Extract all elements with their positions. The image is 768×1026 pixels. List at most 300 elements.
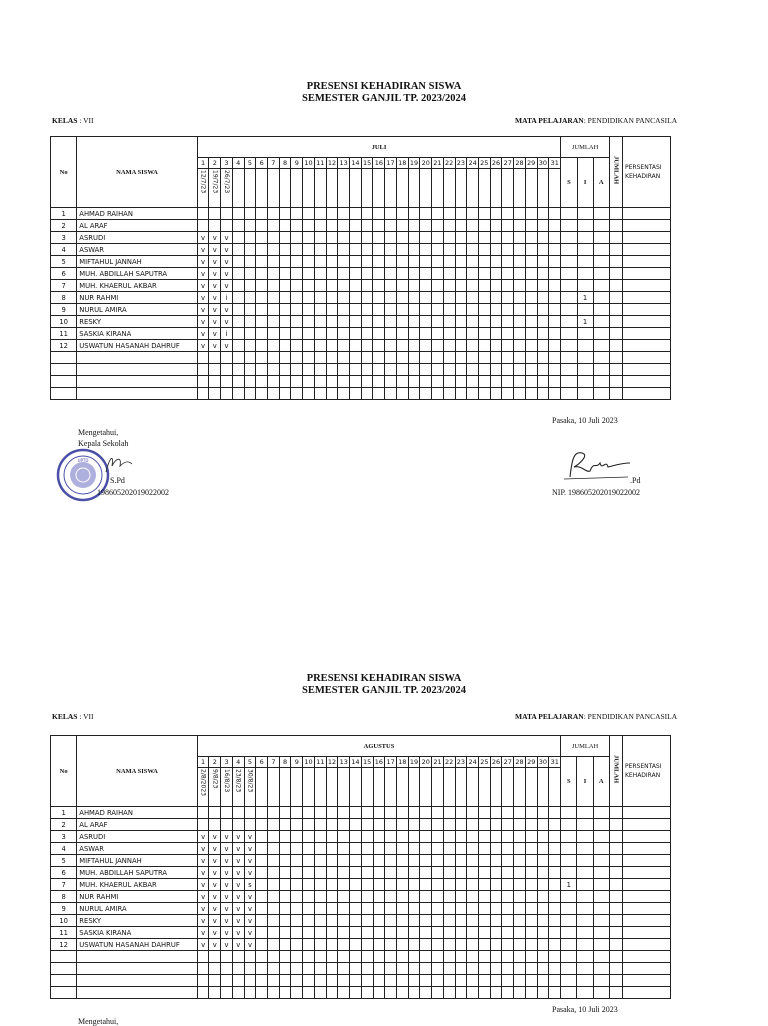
empty-cell xyxy=(408,388,420,400)
empty-cell xyxy=(279,939,291,951)
attendance-mark: v xyxy=(221,867,233,879)
empty-cell xyxy=(396,963,408,975)
empty-cell xyxy=(209,975,221,987)
empty-cell xyxy=(326,220,338,232)
empty-cell xyxy=(478,268,490,280)
student-name: NUR RAHMI xyxy=(77,292,197,304)
empty-cell xyxy=(537,903,549,915)
empty-cell xyxy=(385,244,397,256)
sia-count xyxy=(577,867,593,879)
empty-cell xyxy=(443,831,455,843)
empty-cell xyxy=(314,316,326,328)
table-row xyxy=(51,843,671,855)
empty-cell xyxy=(279,975,291,987)
attendance-mark: v xyxy=(209,256,221,268)
sia-count: 1 xyxy=(577,292,593,304)
empty-cell xyxy=(232,388,244,400)
kepala-sekolah-text: Kepala Sekolah xyxy=(78,439,129,448)
empty-cell xyxy=(303,951,315,963)
empty-cell xyxy=(256,939,268,951)
empty-cell xyxy=(408,340,420,352)
empty-cell xyxy=(314,975,326,987)
empty-cell xyxy=(279,831,291,843)
empty-date-cell xyxy=(396,768,408,807)
empty-cell xyxy=(244,292,256,304)
empty-cell xyxy=(385,280,397,292)
empty-cell xyxy=(396,915,408,927)
empty-cell xyxy=(537,807,549,819)
jumlah-cell xyxy=(609,987,622,999)
empty-cell xyxy=(420,855,432,867)
empty-cell xyxy=(525,891,537,903)
empty-cell xyxy=(197,819,209,831)
empty-cell xyxy=(256,244,268,256)
empty-cell xyxy=(221,975,233,987)
empty-cell xyxy=(373,867,385,879)
attendance-mark: v xyxy=(197,867,209,879)
empty-cell xyxy=(467,388,479,400)
day-number: 31 xyxy=(550,159,559,167)
empty-cell xyxy=(443,256,455,268)
empty-cell xyxy=(478,855,490,867)
empty-cell xyxy=(432,963,444,975)
empty-cell xyxy=(432,831,444,843)
empty-cell xyxy=(232,244,244,256)
empty-cell xyxy=(455,292,467,304)
empty-cell xyxy=(420,891,432,903)
empty-cell xyxy=(350,220,362,232)
empty-cell xyxy=(525,987,537,999)
empty-cell xyxy=(303,256,315,268)
empty-cell xyxy=(303,843,315,855)
empty-cell xyxy=(455,951,467,963)
empty-cell xyxy=(385,843,397,855)
empty-cell xyxy=(467,220,479,232)
persentasi-cell xyxy=(623,364,671,376)
empty-cell xyxy=(502,927,514,939)
head-signature-icon xyxy=(102,452,134,476)
table-row xyxy=(51,963,671,975)
student-name: MUH. ABDILLAH SAPUTRA xyxy=(77,268,197,280)
empty-cell xyxy=(467,891,479,903)
sia-count xyxy=(593,292,609,304)
empty-cell xyxy=(396,208,408,220)
persentasi-cell xyxy=(622,879,670,891)
empty-cell xyxy=(537,927,549,939)
empty-cell xyxy=(291,376,303,388)
empty-cell xyxy=(279,244,291,256)
empty-cell xyxy=(420,819,432,831)
empty-cell xyxy=(593,388,609,400)
empty-cell xyxy=(350,244,362,256)
persentasi-cell xyxy=(623,220,671,232)
jumlah-cell xyxy=(609,304,622,316)
empty-cell xyxy=(408,807,420,819)
empty-cell xyxy=(549,328,561,340)
empty-cell xyxy=(577,364,593,376)
empty-cell xyxy=(350,891,362,903)
attendance-mark: v xyxy=(232,855,244,867)
empty-cell xyxy=(537,304,549,316)
empty-cell xyxy=(432,879,444,891)
empty-cell xyxy=(232,987,244,999)
empty-cell xyxy=(408,939,420,951)
attendance-mark: v xyxy=(197,915,209,927)
empty-cell xyxy=(303,963,315,975)
empty-date-cell xyxy=(385,169,397,208)
sia-count xyxy=(577,280,593,292)
sia-count xyxy=(561,340,577,352)
empty-cell xyxy=(490,328,502,340)
empty-cell xyxy=(396,939,408,951)
empty-cell xyxy=(373,807,385,819)
attendance-mark: v xyxy=(209,891,221,903)
sia-count xyxy=(593,879,609,891)
persentasi-cell xyxy=(623,244,671,256)
empty-cell xyxy=(396,975,408,987)
jumlah-vertical-header: JUMLAH xyxy=(609,137,622,208)
page-subtitle-2: SEMESTER GANJIL TP. 2023/2024 xyxy=(302,685,466,696)
day-number: 31 xyxy=(550,758,559,766)
empty-cell xyxy=(338,915,350,927)
empty-cell xyxy=(361,807,373,819)
empty-cell xyxy=(537,316,549,328)
jumlah-cell xyxy=(609,256,622,268)
empty-cell xyxy=(549,963,561,975)
empty-cell xyxy=(502,304,514,316)
page-title-2: PRESENSI KEHADIRAN SISWA xyxy=(306,673,462,684)
day-number: 26 xyxy=(491,159,501,167)
day-number: 19 xyxy=(409,758,419,766)
empty-cell xyxy=(279,220,291,232)
empty-cell xyxy=(432,256,444,268)
empty-cell xyxy=(232,807,244,819)
empty-cell xyxy=(561,376,577,388)
empty-date-cell xyxy=(514,169,526,208)
empty-cell xyxy=(385,208,397,220)
student-name: SASKIA KIRANA xyxy=(77,328,197,340)
persentasi-cell xyxy=(622,987,670,999)
day-number: 2 xyxy=(209,757,221,768)
empty-cell xyxy=(490,843,502,855)
empty-cell xyxy=(514,975,526,987)
attendance-mark: v xyxy=(221,831,233,843)
empty-cell xyxy=(502,316,514,328)
empty-cell xyxy=(455,891,467,903)
empty-cell xyxy=(420,915,432,927)
empty-cell xyxy=(361,819,373,831)
attendance-mark: v xyxy=(209,915,221,927)
empty-cell xyxy=(314,903,326,915)
empty-cell xyxy=(478,819,490,831)
attendance-mark: v xyxy=(209,903,221,915)
empty-cell xyxy=(326,807,338,819)
attendance-mark: v xyxy=(232,891,244,903)
attendance-mark: v xyxy=(232,939,244,951)
empty-cell xyxy=(593,987,609,999)
mengetahui-text-2: Mengetahui, xyxy=(78,1017,119,1026)
empty-cell xyxy=(361,292,373,304)
empty-cell xyxy=(455,256,467,268)
empty-cell xyxy=(502,208,514,220)
empty-cell xyxy=(361,376,373,388)
col-header-no: No xyxy=(51,736,77,807)
col-header-i: I xyxy=(577,158,593,208)
empty-cell xyxy=(361,927,373,939)
empty-cell xyxy=(373,268,385,280)
empty-cell xyxy=(490,388,502,400)
sia-count xyxy=(561,208,577,220)
empty-cell xyxy=(443,328,455,340)
empty-cell xyxy=(467,376,479,388)
sia-count xyxy=(593,328,609,340)
day-number: 20 xyxy=(421,758,430,766)
meeting-date: 30/8/23 xyxy=(244,768,256,807)
empty-cell xyxy=(490,268,502,280)
row-number: 9 xyxy=(51,903,77,915)
student-name: NURUL AMIRA xyxy=(77,903,197,915)
empty-cell xyxy=(326,244,338,256)
empty-cell xyxy=(490,244,502,256)
empty-cell xyxy=(478,220,490,232)
empty-cell xyxy=(338,807,350,819)
sia-count xyxy=(577,939,593,951)
persentasi-cell xyxy=(623,232,671,244)
empty-cell xyxy=(291,903,303,915)
empty-cell xyxy=(490,951,502,963)
jumlah-cell xyxy=(609,280,622,292)
attendance-mark: v xyxy=(209,831,221,843)
empty-cell xyxy=(385,364,397,376)
empty-cell xyxy=(467,903,479,915)
empty-date-cell xyxy=(326,768,338,807)
empty-cell xyxy=(373,903,385,915)
empty-cell xyxy=(77,975,197,987)
sia-count xyxy=(577,268,593,280)
empty-cell xyxy=(256,328,268,340)
empty-cell xyxy=(478,975,490,987)
empty-cell xyxy=(455,963,467,975)
table-row xyxy=(51,244,671,256)
empty-cell xyxy=(326,927,338,939)
empty-cell xyxy=(443,316,455,328)
empty-cell xyxy=(232,352,244,364)
empty-cell xyxy=(502,376,514,388)
empty-cell xyxy=(420,256,432,268)
empty-cell xyxy=(408,256,420,268)
empty-cell xyxy=(396,340,408,352)
day-number: 6 xyxy=(256,158,268,169)
empty-cell xyxy=(373,220,385,232)
empty-date-cell xyxy=(314,169,326,208)
empty-cell xyxy=(361,963,373,975)
empty-cell xyxy=(432,915,444,927)
empty-cell xyxy=(303,280,315,292)
jumlah-header: JUMLAH xyxy=(561,736,610,757)
empty-cell xyxy=(537,340,549,352)
empty-cell xyxy=(420,268,432,280)
empty-cell xyxy=(256,220,268,232)
empty-cell xyxy=(244,388,256,400)
empty-cell xyxy=(244,232,256,244)
empty-cell xyxy=(268,963,280,975)
empty-cell xyxy=(338,879,350,891)
empty-cell xyxy=(478,951,490,963)
empty-cell xyxy=(51,975,77,987)
empty-cell xyxy=(256,376,268,388)
empty-cell xyxy=(432,975,444,987)
empty-cell xyxy=(350,232,362,244)
persentasi-cell xyxy=(622,807,670,819)
student-name: MUH. KHAERUL AKBAR xyxy=(77,879,197,891)
empty-cell xyxy=(549,244,561,256)
student-name: ASRUDI xyxy=(77,831,197,843)
persentasi-cell xyxy=(622,831,670,843)
attendance-mark: v xyxy=(221,232,233,244)
empty-cell xyxy=(549,364,561,376)
persentasi-cell xyxy=(622,915,670,927)
empty-cell xyxy=(77,352,197,364)
empty-cell xyxy=(350,855,362,867)
student-name: SASKIA KIRANA xyxy=(77,927,197,939)
day-number: 4 xyxy=(232,757,244,768)
empty-cell xyxy=(279,304,291,316)
sia-count xyxy=(577,891,593,903)
jumlah-cell xyxy=(609,232,622,244)
row-number: 12 xyxy=(51,340,77,352)
sia-count xyxy=(577,843,593,855)
empty-cell xyxy=(549,891,561,903)
sia-count xyxy=(561,855,577,867)
empty-cell xyxy=(502,364,514,376)
empty-date-cell xyxy=(549,768,561,807)
empty-cell xyxy=(221,364,233,376)
empty-cell xyxy=(268,987,280,999)
empty-cell xyxy=(502,388,514,400)
mapel-label: MATA PELAJARAN xyxy=(515,712,584,721)
empty-cell xyxy=(314,987,326,999)
jumlah-cell xyxy=(609,268,622,280)
empty-cell xyxy=(256,388,268,400)
empty-cell xyxy=(256,208,268,220)
empty-cell xyxy=(303,292,315,304)
empty-cell xyxy=(478,364,490,376)
empty-cell xyxy=(467,831,479,843)
empty-cell xyxy=(268,340,280,352)
empty-cell xyxy=(455,388,467,400)
empty-cell xyxy=(396,987,408,999)
jumlah-cell xyxy=(609,819,622,831)
empty-cell xyxy=(291,951,303,963)
empty-cell xyxy=(303,328,315,340)
empty-cell xyxy=(467,867,479,879)
persentasi-cell xyxy=(622,891,670,903)
empty-cell xyxy=(443,915,455,927)
empty-cell xyxy=(51,987,77,999)
persentasi-cell xyxy=(622,975,670,987)
day-number: 3 xyxy=(221,158,233,169)
empty-cell xyxy=(256,903,268,915)
empty-cell xyxy=(350,304,362,316)
table-row xyxy=(51,376,671,388)
empty-cell xyxy=(326,316,338,328)
empty-cell xyxy=(314,376,326,388)
empty-cell xyxy=(291,364,303,376)
empty-cell xyxy=(256,915,268,927)
head-name-suffix: S.Pd xyxy=(110,476,125,485)
empty-cell xyxy=(420,340,432,352)
empty-cell xyxy=(244,376,256,388)
empty-cell xyxy=(373,232,385,244)
empty-cell xyxy=(514,843,526,855)
empty-cell xyxy=(279,316,291,328)
empty-cell xyxy=(326,328,338,340)
meeting-date: 9/8/23 xyxy=(209,768,221,807)
jumlah-cell xyxy=(609,903,622,915)
empty-cell xyxy=(373,292,385,304)
empty-cell xyxy=(514,268,526,280)
empty-cell xyxy=(525,220,537,232)
attendance-mark: v xyxy=(232,843,244,855)
empty-cell xyxy=(350,951,362,963)
mapel-label-row-2 xyxy=(515,712,677,721)
empty-date-cell xyxy=(525,768,537,807)
sia-count xyxy=(577,256,593,268)
empty-cell xyxy=(396,843,408,855)
empty-cell xyxy=(525,244,537,256)
day-number: 28 xyxy=(515,159,524,167)
empty-cell xyxy=(385,268,397,280)
student-name: ASWAR xyxy=(77,843,197,855)
empty-cell xyxy=(373,843,385,855)
kelas-label-row-2 xyxy=(52,712,94,721)
empty-cell xyxy=(361,975,373,987)
empty-cell xyxy=(314,891,326,903)
empty-cell xyxy=(432,939,444,951)
empty-cell xyxy=(549,807,561,819)
empty-cell xyxy=(373,304,385,316)
empty-cell xyxy=(443,304,455,316)
empty-cell xyxy=(291,939,303,951)
empty-cell xyxy=(396,352,408,364)
day-number: 26 xyxy=(491,758,501,766)
empty-cell xyxy=(268,316,280,328)
empty-cell xyxy=(314,256,326,268)
empty-cell xyxy=(350,927,362,939)
meeting-date: 2/8/2023 xyxy=(197,768,209,807)
empty-cell xyxy=(396,807,408,819)
attendance-mark: v xyxy=(221,280,233,292)
jumlah-cell xyxy=(609,963,622,975)
empty-cell xyxy=(420,232,432,244)
empty-cell xyxy=(373,939,385,951)
empty-cell xyxy=(291,304,303,316)
empty-cell xyxy=(490,232,502,244)
empty-cell xyxy=(455,328,467,340)
empty-cell xyxy=(490,364,502,376)
table-row xyxy=(51,915,671,927)
empty-cell xyxy=(314,340,326,352)
empty-cell xyxy=(455,208,467,220)
empty-cell xyxy=(537,232,549,244)
empty-date-cell xyxy=(361,768,373,807)
attendance-mark: v xyxy=(209,855,221,867)
empty-cell xyxy=(314,304,326,316)
empty-cell xyxy=(373,340,385,352)
seal-text: UPTD xyxy=(77,458,89,463)
day-number: 11 xyxy=(316,758,325,766)
empty-cell xyxy=(279,915,291,927)
